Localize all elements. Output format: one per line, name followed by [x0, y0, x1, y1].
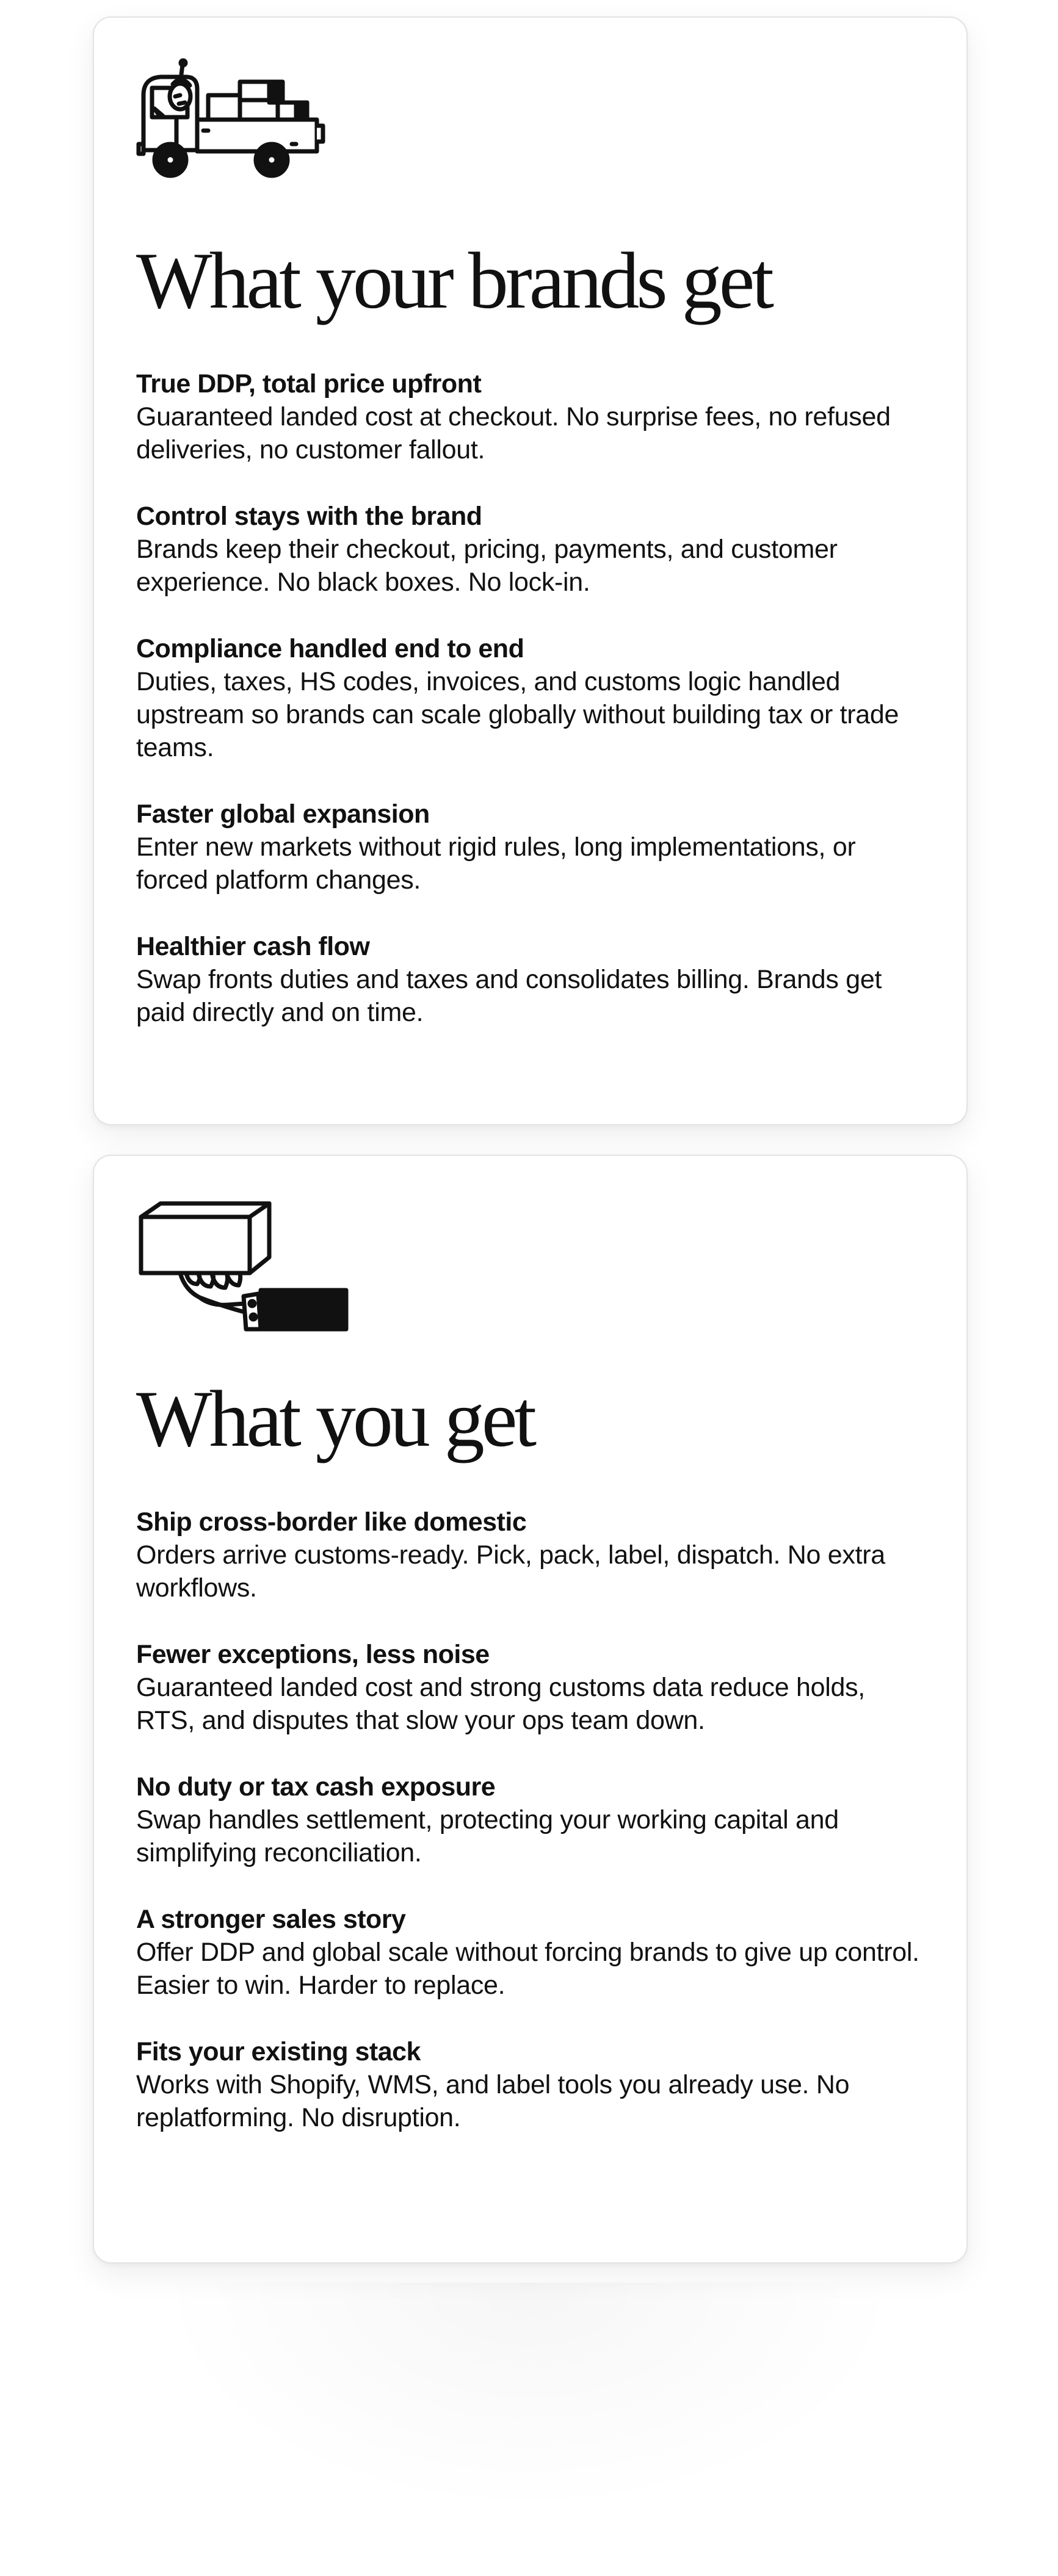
hand-holding-box-icon: [136, 1199, 350, 1333]
feature-description: Enter new markets without rigid rules, long implementations, or forced platform changes.: [136, 832, 856, 895]
feature-description: Offer DDP and global scale without forcing brands to give up control. Easier to win. Harder to replace.: [136, 1938, 919, 2000]
brands-benefits-card: [93, 16, 968, 1125]
feature-title: Healthier cash flow: [136, 932, 370, 961]
feature-item: [136, 798, 930, 897]
feature-item: [136, 930, 930, 1029]
feature-title: True DDP, total price upfront: [136, 369, 482, 399]
feature-item: [136, 1506, 930, 1604]
feature-title: Fewer exceptions, less noise: [136, 1640, 490, 1669]
feature-item: [136, 1638, 930, 1737]
delivery-truck-icon: [136, 52, 325, 187]
feature-description: Guaranteed landed cost and strong customs data reduce holds, RTS, and disputes that slow your ops team down.: [136, 1673, 865, 1735]
feature-description: Works with Shopify, WMS, and label tools you already use. No replatforming. No disruption.: [136, 2070, 850, 2132]
feature-item: [136, 2035, 930, 2134]
feature-description: Guaranteed landed cost at checkout. No surprise fees, no refused deliveries, no customer fallout.: [136, 402, 891, 464]
feature-description: Swap handles settlement, protecting your working capital and simplifying reconciliation.: [136, 1805, 839, 1867]
feature-item: [136, 1903, 930, 2002]
feature-title: Control stays with the brand: [136, 502, 482, 531]
you-benefits-card: [93, 1155, 968, 2264]
feature-title: Ship cross-border like domestic: [136, 1507, 527, 1537]
feature-item: [136, 1770, 930, 1869]
feature-list: [136, 1506, 930, 2168]
shadow-fade: [153, 2282, 905, 2514]
feature-description: Swap fronts duties and taxes and consolidates billing. Brands get paid directly and on time.: [136, 965, 882, 1027]
feature-description: Orders arrive customs-ready. Pick, pack, label, dispatch. No extra workflows.: [136, 1540, 885, 1603]
feature-title: Faster global expansion: [136, 799, 430, 829]
section-title: What your brands get: [136, 236, 771, 325]
feature-title: Compliance handled end to end: [136, 634, 524, 663]
feature-title: A stronger sales story: [136, 1905, 406, 1934]
feature-description: Duties, taxes, HS codes, invoices, and customs logic handled upstream so brands can scale globally without building tax or trade teams.: [136, 667, 899, 762]
feature-list: [136, 367, 930, 1063]
feature-title: Fits your existing stack: [136, 2037, 421, 2066]
feature-description: Brands keep their checkout, pricing, payments, and customer experience. No black boxes. No lock-in.: [136, 535, 838, 597]
feature-item: [136, 367, 930, 466]
feature-item: [136, 632, 930, 764]
feature-item: [136, 500, 930, 599]
section-title: What you get: [136, 1374, 534, 1463]
feature-title: No duty or tax cash exposure: [136, 1772, 496, 1802]
